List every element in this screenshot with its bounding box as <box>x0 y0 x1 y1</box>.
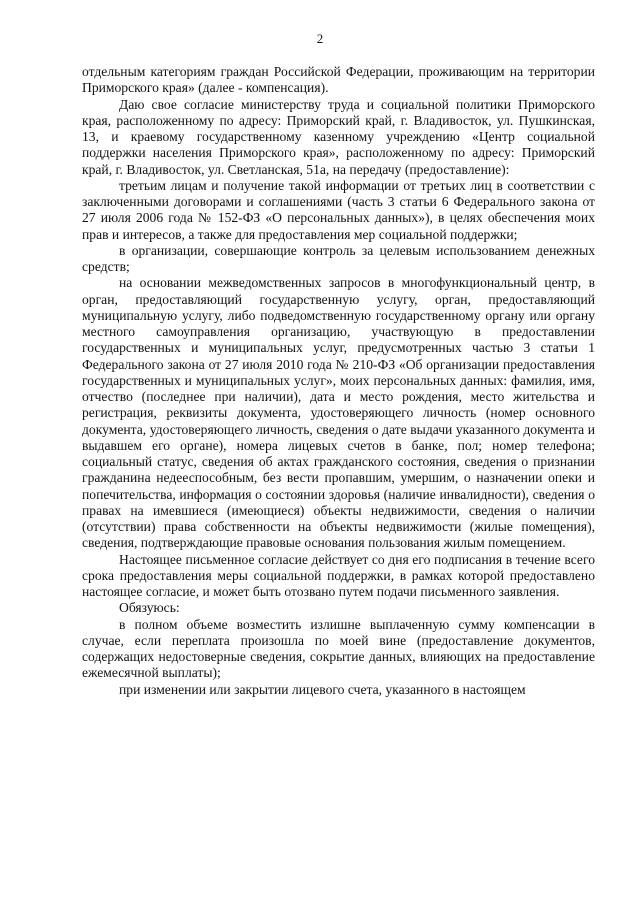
paragraph-compensation-end: отдельным категориям граждан Российской Федерации, проживающим на территории Приморского края» (далее - компенсация). <box>82 64 595 96</box>
paragraph-consent: Даю свое согласие министерству труда и социальной политики Приморского края, расположенному по адресу: Приморский край, г. Владивосток, ул. Пушкинская, 13, и краевому государственному казенному учреждению «Центр социальной поддержки населения Приморского края», расположенному по адресу: Приморский край, г. Владивосток, ул. Светланская, 51а, на передачу (предоставление): <box>82 96 595 177</box>
paragraph-account-change: при изменении или закрытии лицевого счета, указанного в настоящем <box>119 681 526 697</box>
paragraph-reimburse-overpayment: в полном объеме возместить излишне выплаченную сумму компенсации в случае, если переплата произошла по моей вине (предоставление документов, содержащих недостоверные сведения, сокрытие данных, влияющих на предоставление ежемесячной выплаты); <box>82 616 595 681</box>
paragraph-interagency-requests: на основании межведомственных запросов в многофункциональный центр, в орган, предоставляющий государственную услугу, орган, предоставляющий муниципальную услугу, либо подведомственную государственному органу или органу местного самоуправления организацию, участвующую в предоставлении государственных и муниципальных услуг, предусмотренных частью 3 статьи 1 Федерального закона от 27 июля 2010 года № 210-ФЗ «Об организации предоставления государственных и муниципальных услуг», моих персональных данных: фамилия, имя, отчество (последнее при наличии), дата и место рождения, место жительства и регистрация, реквизиты документа, удостоверяющего личность (номер основного документа, удостоверяющего личность, сведения о дате выдачи указанного документа и выдавшем его органе), номера лицевых счетов в банке, пол; номер телефона; социальный статус, сведения об актах гражданского состояния, сведения о признании гражданина недееспособным, без вести пропавшим, умершим, о назначении опеки и попечительства, информация о состоянии здоровья (наличие инвалидности), сведения о правах на имевшиеся (имеющиеся) объекты недвижимости, сведения о наличии (отсутствии) права собственности на объекты недвижимости (жилые помещения), сведения, подтверждающие правовые основания пользования жилым помещением. <box>82 275 595 551</box>
paragraph-control-organizations: в организации, совершающие контроль за целевым использованием денежных средств; <box>82 242 595 274</box>
page-number: 2 <box>316 31 324 46</box>
paragraph-obligations-heading: Обязуюсь: <box>119 600 180 616</box>
document-body <box>82 64 595 698</box>
paragraph-consent-validity: Настоящее письменное согласие действует со дня его подписания в течение всего срока предоставления меры социальной поддержки, в рамках которой предоставлено настоящее согласие, и может быть отозвано путем подачи письменного заявления. <box>82 551 595 599</box>
paragraph-third-parties: третьим лицам и получение такой информации от третьих лиц в соответствии с заключенными договорами и соглашениями (часть 3 статьи 6 Федерального закона от 27 июля 2006 года № 152-ФЗ «О персональных данных»), в целях обеспечения моих прав и интересов, а также для предоставления мер социальной поддержки; <box>82 177 595 242</box>
